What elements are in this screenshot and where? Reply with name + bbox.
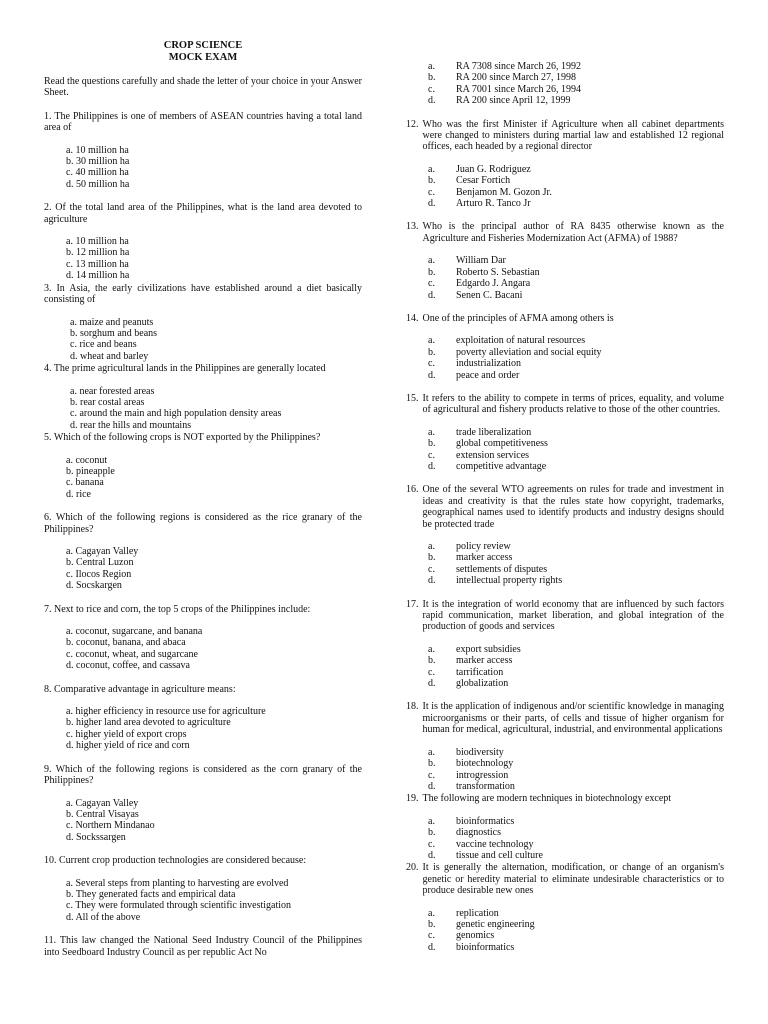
- option-list: [406, 908, 724, 954]
- option-letter: a.: [428, 426, 435, 438]
- option-letter: a.: [428, 255, 435, 267]
- question-3: [44, 283, 362, 362]
- option-b: b. sorghum and beans: [70, 327, 158, 339]
- option-letter: c.: [428, 563, 435, 575]
- option-c: c. banana: [66, 477, 104, 489]
- option-d: [428, 95, 724, 106]
- option-letter: b.: [428, 346, 436, 358]
- option-b: b. coconut, banana, and abaca: [66, 637, 186, 649]
- option-a: a. maize and peanuts: [70, 316, 154, 328]
- question-number: 14.: [406, 312, 419, 324]
- option-text: Cesar Fortich: [456, 175, 511, 187]
- question-number: 15.: [406, 392, 419, 404]
- option-a: a. Cagayan Valley: [66, 797, 139, 809]
- option-d: [428, 370, 724, 381]
- option-d: d. rice: [66, 488, 91, 500]
- option-letter: d.: [428, 95, 436, 107]
- option-list: [406, 644, 724, 690]
- question-text: It is the integration of world economy that are influenced by such factors rapid communication, market liberation, and global integration of the production of goods and services: [422, 598, 724, 633]
- question-stem: [406, 599, 724, 633]
- option-text: diagnostics: [456, 827, 501, 839]
- option-text: Juan G. Rodriguez: [456, 163, 531, 175]
- option-d: [428, 461, 724, 472]
- option-d: [428, 198, 724, 209]
- option-text: vaccine technology: [456, 838, 534, 850]
- question-stem: [406, 393, 724, 416]
- option-c: [428, 564, 724, 575]
- option-c: [428, 450, 724, 461]
- option-b: b. They generated facts and empirical data: [66, 888, 236, 900]
- option-letter: d.: [428, 460, 436, 472]
- option-list: [44, 546, 362, 592]
- option-a: a. 10 million ha: [66, 144, 129, 156]
- option-text: Senen C. Bacani: [456, 289, 523, 301]
- option-a: [428, 255, 724, 266]
- question-14: [406, 313, 724, 381]
- question-number: 16.: [406, 484, 419, 496]
- question-11: [44, 935, 362, 958]
- option-letter: b.: [428, 655, 436, 667]
- question-2: [44, 202, 362, 281]
- option-a: [428, 541, 724, 552]
- option-letter: b.: [428, 175, 436, 187]
- option-c: [428, 84, 724, 95]
- option-letter: c.: [428, 358, 435, 370]
- question-stem: [406, 484, 724, 530]
- question-stem: 10. Current crop production technologies are considered because:: [44, 855, 307, 867]
- option-letter: c.: [428, 449, 435, 461]
- option-c: [428, 770, 724, 781]
- option-a: [428, 164, 724, 175]
- option-text: intellectual property rights: [456, 575, 563, 587]
- question-text: It is generally the alternation, modification, or change of an organism's genetic or heredity material to eliminate undesirable characteristics or to produce desirable new ones: [422, 862, 724, 897]
- option-text: trade liberalization: [456, 426, 532, 438]
- question-10: [44, 855, 362, 923]
- option-letter: b.: [428, 918, 436, 930]
- option-c: c. Northern Mindanao: [66, 820, 155, 832]
- option-letter: a.: [428, 541, 435, 552]
- option-text: bioinformatics: [456, 941, 515, 953]
- option-d: d. 14 million ha: [66, 270, 130, 282]
- question-stem: 3. In Asia, the early civilizations have established around a diet basically consisting of: [44, 282, 362, 306]
- option-letter: d.: [428, 198, 436, 210]
- option-letter: b.: [428, 827, 436, 839]
- option-list: [44, 878, 362, 924]
- option-text: RA 7308 since March 26, 1992: [456, 61, 581, 72]
- option-letter: c.: [428, 769, 435, 781]
- option-b: b. higher land area devoted to agriculture: [66, 717, 231, 729]
- option-text: Edgardo J. Angara: [456, 278, 531, 290]
- question-number: 17.: [406, 598, 419, 610]
- title-line-2: MOCK EXAM: [168, 52, 238, 63]
- option-c: c. higher yield of export crops: [66, 728, 187, 740]
- question-stem: 6. Which of the following regions is considered as the rice granary of the Philippines?: [44, 512, 362, 535]
- option-text: globalization: [456, 678, 509, 690]
- option-c: c. rice and beans: [70, 339, 137, 351]
- option-letter: a.: [428, 163, 435, 175]
- option-list: [44, 236, 362, 282]
- question-19: [406, 793, 724, 861]
- question-text: Who is the principal author of RA 8435 otherwise known as the Agriculture and Fisheries Modernization Act (AFMA) of 1988?: [422, 221, 724, 244]
- option-a: [428, 908, 724, 919]
- title-line-1: CROP SCIENCE: [163, 40, 243, 51]
- option-letter: a.: [428, 815, 435, 827]
- option-letter: a.: [428, 907, 435, 919]
- option-text: extension services: [456, 449, 530, 461]
- option-b: b. 12 million ha: [66, 247, 130, 259]
- question-number: 20.: [406, 862, 419, 874]
- option-c: c. Ilocos Region: [66, 568, 132, 580]
- option-list: [44, 386, 362, 432]
- option-text: marker access: [456, 552, 513, 564]
- option-b: [428, 267, 724, 278]
- option-letter: d.: [428, 780, 436, 792]
- question-stem: 2. Of the total land area of the Philippines, what is the land area devoted to agriculture: [44, 202, 362, 225]
- option-letter: c.: [428, 83, 435, 95]
- option-a: a. coconut: [66, 454, 108, 466]
- question-5: [44, 432, 362, 500]
- option-a: [428, 335, 724, 346]
- right-column: [406, 50, 724, 953]
- option-list: [44, 317, 362, 363]
- question-number: 13.: [406, 221, 419, 233]
- option-text: exploitation of natural resources: [456, 335, 586, 347]
- option-text: genomics: [456, 930, 495, 942]
- option-b: [428, 175, 724, 186]
- option-text: genetic engineering: [456, 918, 535, 930]
- option-d: d. wheat and barley: [70, 350, 149, 362]
- option-list: [44, 706, 362, 752]
- option-list: [406, 255, 724, 301]
- question-13: [406, 221, 724, 300]
- left-column: [44, 40, 362, 958]
- option-text: industrialization: [456, 358, 521, 370]
- option-letter: d.: [428, 575, 436, 587]
- option-c: c. around the main and high population density areas: [70, 408, 282, 420]
- option-c: [428, 667, 724, 678]
- question-stem: [406, 793, 724, 804]
- option-c: [428, 930, 724, 941]
- option-letter: d.: [428, 678, 436, 690]
- question-stem: 5. Which of the following crops is NOT exported by the Philippines?: [44, 432, 321, 444]
- option-d: d. Socskargen: [66, 580, 122, 592]
- option-d: [428, 781, 724, 792]
- option-c: c. 13 million ha: [66, 258, 129, 270]
- option-c: c. coconut, wheat, and sugarcane: [66, 648, 198, 660]
- option-letter: d.: [428, 849, 436, 861]
- option-list: [44, 626, 362, 672]
- option-c: c. 40 million ha: [66, 167, 129, 179]
- option-list: [406, 816, 724, 862]
- option-d: [428, 290, 724, 301]
- option-letter: c.: [428, 930, 435, 942]
- question-9: [44, 764, 362, 843]
- option-letter: b.: [428, 72, 436, 84]
- option-a: a. Several steps from planting to harvesting are evolved: [66, 877, 289, 889]
- option-list: [406, 541, 724, 587]
- exam-title: [44, 40, 362, 64]
- option-c: [428, 358, 724, 369]
- option-letter: b.: [428, 552, 436, 564]
- question-1: [44, 111, 362, 190]
- question-stem: 11. This law changed the National Seed Industry Council of the Philippines into Seedboard Industry Council as per republic Act No: [44, 935, 362, 958]
- option-a: [428, 816, 724, 827]
- option-d: d. 50 million ha: [66, 178, 130, 190]
- question-stem: [406, 701, 724, 735]
- option-list: [406, 427, 724, 473]
- question-text: The following are modern techniques in biotechnology except: [422, 793, 672, 805]
- question-number: 19.: [406, 793, 419, 805]
- question-6: [44, 512, 362, 591]
- option-text: RA 200 since March 27, 1998: [456, 72, 576, 84]
- option-text: RA 200 since April 12, 1999: [456, 95, 571, 107]
- question-7: [44, 604, 362, 672]
- option-d: [428, 850, 724, 861]
- option-b: b. Central Luzon: [66, 557, 134, 569]
- question-11-options: [406, 61, 724, 107]
- question-stem: [406, 862, 724, 896]
- option-text: transformation: [456, 780, 515, 792]
- option-b: [428, 72, 724, 83]
- question-number: 18.: [406, 701, 419, 713]
- option-d: [428, 575, 724, 586]
- option-a: [428, 61, 724, 72]
- option-letter: c.: [428, 666, 435, 678]
- question-stem: 9. Which of the following regions is considered as the corn granary of the Philippines?: [44, 763, 362, 787]
- option-a: a. coconut, sugarcane, and banana: [66, 626, 203, 638]
- option-c: [428, 839, 724, 850]
- question-text: It refers to the ability to compete in terms of prices, equality, and volume of agricultural and fishery products relative to those of the other countries.: [422, 392, 724, 416]
- option-b: [428, 758, 724, 769]
- question-15: [406, 393, 724, 472]
- option-d: d. coconut, coffee, and cassava: [66, 660, 190, 672]
- option-a: a. Cagayan Valley: [66, 546, 139, 557]
- option-d: [428, 678, 724, 689]
- question-12: [406, 119, 724, 210]
- option-text: bioinformatics: [456, 815, 515, 827]
- option-b: b. 30 million ha: [66, 156, 130, 168]
- option-a: [428, 747, 724, 758]
- option-list: [44, 455, 362, 501]
- option-letter: d.: [428, 941, 436, 953]
- question-stem: 7. Next to rice and corn, the top 5 crops of the Philippines include:: [44, 603, 311, 615]
- option-letter: c.: [428, 186, 435, 198]
- option-letter: a.: [428, 746, 435, 758]
- question-stem: 1. The Philippines is one of members of ASEAN countries having a total land area of: [44, 110, 362, 134]
- option-letter: c.: [428, 838, 435, 850]
- question-18: [406, 701, 724, 792]
- option-d: d. All of the above: [66, 911, 141, 923]
- option-a: a. near forested areas: [70, 385, 155, 397]
- question-8: [44, 684, 362, 752]
- option-text: Arturo R. Tanco Jr: [456, 198, 531, 210]
- question-4: [44, 363, 362, 431]
- option-text: replication: [456, 907, 499, 919]
- question-stem: 8. Comparative advantage in agriculture means:: [44, 683, 236, 695]
- option-d: [428, 942, 724, 953]
- option-list: [44, 798, 362, 844]
- question-stem: 4. The prime agricultural lands in the Philippines are generally located: [44, 363, 326, 375]
- option-letter: d.: [428, 289, 436, 301]
- option-text: policy review: [456, 541, 511, 552]
- question-17: [406, 599, 724, 690]
- option-text: introgression: [456, 769, 509, 781]
- option-text: settlements of disputes: [456, 563, 548, 575]
- option-c: c. They were formulated through scientific investigation: [66, 900, 292, 912]
- option-list: [406, 335, 724, 381]
- option-b: [428, 347, 724, 358]
- question-text: One of the several WTO agreements on rules for trade and investment in ideas and creativity is that the rules state how copyright, trademarks, geographical names used to identify products and industry designs should be protected trade: [422, 484, 724, 530]
- option-text: export subsidies: [456, 643, 521, 655]
- option-letter: a.: [428, 61, 435, 72]
- option-list: [44, 145, 362, 191]
- option-b: [428, 827, 724, 838]
- question-text: Who was the first Minister if Agriculture when all cabinet departments were changed to ministers during martial law and established 12 regional offices, each headed by a regional director: [422, 118, 724, 153]
- option-c: [428, 278, 724, 289]
- option-d: d. higher yield of rice and corn: [66, 740, 190, 752]
- question-text: It is the application of indigenous and/or scientific knowledge in managing microorganisms or their parts, of cells and tissue of higher organism for human for medical, agricultural, industrial, and environmental applications: [422, 701, 724, 736]
- question-16: [406, 484, 724, 586]
- option-b: [428, 438, 724, 449]
- option-text: William Dar: [456, 255, 506, 267]
- option-b: [428, 552, 724, 563]
- option-b: [428, 655, 724, 666]
- option-text: marker access: [456, 655, 513, 667]
- option-text: tarrification: [456, 666, 504, 678]
- option-text: biotechnology: [456, 758, 514, 770]
- option-text: poverty alleviation and social equity: [456, 346, 602, 358]
- option-list: [406, 164, 724, 210]
- option-b: b. rear costal areas: [70, 396, 145, 408]
- option-letter: c.: [428, 278, 435, 290]
- option-list: [406, 61, 724, 107]
- option-b: b. pineapple: [66, 465, 115, 477]
- option-a: [428, 427, 724, 438]
- option-text: peace and order: [456, 369, 520, 381]
- option-text: Roberto S. Sebastian: [456, 266, 540, 278]
- question-stem: [406, 119, 724, 153]
- option-b: [428, 919, 724, 930]
- option-letter: b.: [428, 758, 436, 770]
- option-a: [428, 644, 724, 655]
- option-d: d. rear the hills and mountains: [70, 419, 192, 431]
- option-a: a. higher efficiency in resource use for agriculture: [66, 706, 266, 718]
- option-text: Benjamon M. Gozon Jr.: [456, 186, 552, 198]
- option-text: competitive advantage: [456, 460, 547, 472]
- option-d: d. Sockssargen: [66, 831, 126, 843]
- option-text: global competitiveness: [456, 438, 548, 450]
- option-b: b. Central Visayas: [66, 808, 139, 820]
- question-number: 12.: [406, 118, 419, 130]
- option-letter: a.: [428, 643, 435, 655]
- question-stem: [406, 221, 724, 244]
- option-letter: b.: [428, 438, 436, 450]
- question-text: One of the principles of AFMA among others is: [422, 312, 614, 324]
- instructions: Read the questions carefully and shade the letter of your choice in your Answer Sheet.: [44, 76, 362, 99]
- option-a: a. 10 million ha: [66, 236, 129, 248]
- question-20: [406, 862, 724, 953]
- option-c: [428, 187, 724, 198]
- option-text: RA 7001 since March 26, 1994: [456, 83, 581, 95]
- option-letter: d.: [428, 369, 436, 381]
- option-text: tissue and cell culture: [456, 849, 543, 861]
- option-letter: b.: [428, 266, 436, 278]
- option-text: biodiversity: [456, 746, 504, 758]
- option-list: [406, 747, 724, 793]
- option-letter: a.: [428, 335, 435, 347]
- question-stem: [406, 313, 724, 324]
